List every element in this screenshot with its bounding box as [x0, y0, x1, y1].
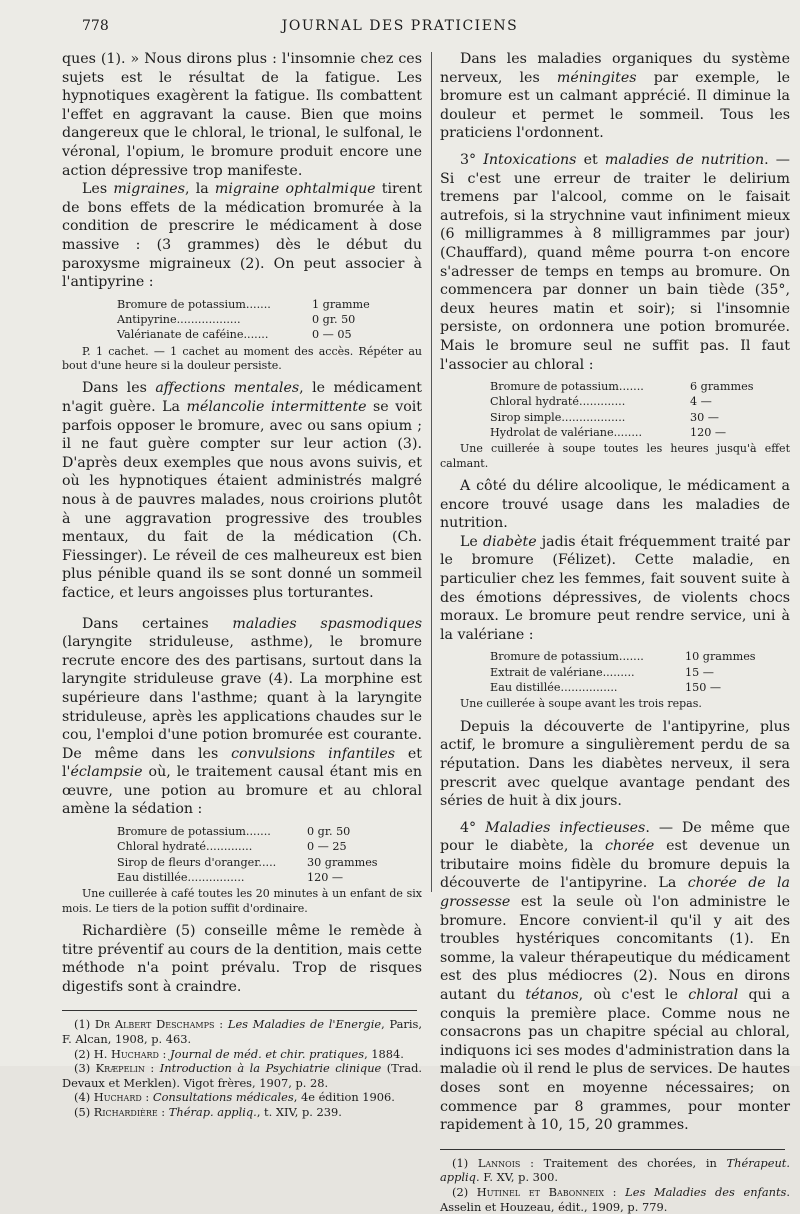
prescription-line: Bromure de potassium....... 0 gr. 50 [117, 825, 351, 839]
left-column [62, 50, 422, 1120]
footnote: (4) Huchard : Consultations médicales, 4e édition 1906. [74, 1090, 395, 1105]
footnotes-left [62, 1017, 422, 1119]
prescription-line: Antipyrine.................. 0 gr. 50 [117, 313, 356, 327]
prescription-line: Chloral hydraté............. 4 — [490, 395, 712, 409]
footnote: (3) Kræpelin : Introduction à la Psychiatrie clinique (Trad. Devaux et Merklen). Vigot frères, 1907, p. 28. [62, 1061, 422, 1090]
footnote-rule [62, 1010, 417, 1011]
prescription-line: Chloral hydraté............. 0 — 25 [117, 840, 347, 854]
page-header [0, 18, 800, 38]
column-divider [431, 52, 432, 892]
right-column [440, 50, 790, 1214]
paragraph-delire-alcoolique: A côté du délire alcoolique, le médicament a encore trouvé usage dans les maladies de nutrition. [440, 478, 790, 532]
prescription-note: Une cuillerée à soupe avant les trois repas. [460, 697, 702, 711]
paragraph-migraines: Les migraines, la migraine ophtalmique tirent de bons effets de la médication bromurée à la condition de prescrire le médicament à dose massive : (3 grammes) dès le début du paroxysme migraineux (2). On peut associer à l'antipyrine : [62, 181, 423, 291]
footnote: (1) Dr Albert Deschamps : Les Maladies de l'Energie, Paris, F. Alcan, 1908, p. 463. [62, 1017, 422, 1047]
prescription-3 [440, 379, 790, 440]
prescription-line: Eau distillée................ 150 — [490, 681, 722, 695]
prescription-line: Bromure de potassium....... 10 grammes [490, 650, 756, 664]
paragraph-affections-mentales: Dans les affections mentales, le médicament n'agit guère. La mélancolie intermittente se voit parfois opposer le bromure, avec ou sans opium ; il ne faut guère compter sur leur action (3). D'après deux exemples que nous avons suivis, et où les hypnotiques étaient administrés malgré nous à de pauvres malades, nous croirions plutôt à une aggravation progressive des troubles mentaux, du fait de la médication (Ch. Fiessinger). Le réveil de ces malheureux est bien plus pénible quand ils se sont donné un sommeil factice, et leurs angoisses plus torturantes. [62, 380, 423, 601]
paragraph: ques (1). » Nous dirons plus : l'insomnie chez ces sujets est le résultat de la fatigue. Les hypnotiques exagèrent la fatigue. Ils combattent l'effet en aggravant la cause. Bien que moins dangereux que le chloral, le trional, le sulfonal, le véronal, l'opium, le bromure produit encore une action dépressive trop manifeste. [62, 51, 422, 179]
prescription-note: Une cuillerée à café toutes les 20 minutes à un enfant de six mois. Le tiers de la potion suffit d'ordinaire. [62, 887, 422, 915]
prescription-4 [440, 649, 790, 695]
prescription-line: Bromure de potassium....... 6 grammes [490, 380, 754, 394]
footnote: (1) Lannois : Traitement des chorées, in Thérapeut. appliq. F. XV, p. 300. [440, 1155, 790, 1185]
paragraph-richardiere: Richardière (5) conseille même le remède à titre préventif au cours de la dentition, mais cette méthode n'a point prévalu. Trop de risques digestifs sont à craindre. [62, 923, 422, 995]
page-number: 778 [82, 18, 109, 34]
paragraph-maladies-infectieuses: 4° Maladies infectieuses. — De même que pour le diabète, la chorée est devenue un tributaire moins fidèle du bromure depuis la découverte de l'antipyrine. La chorée de la grossesse est la seule où l'on administre le bromure. Encore convient-il qu'il y ait des troubles hystériques concomitants (1). En somme, la valeur thérapeutique du médicament est des plus médiocres (2). Nous en dirons autant du tétanos, où c'est le chloral qui a conquis la première place. Comme nous ne consacrons pas un chapitre spécial au chloral, indiquons ici ses modes d'administration dans la maladie où il rend le plus de services. De hautes doses sont en moyenne nécessaires; on commence par 8 grammes, pour monter rapidement à 10, 15, 20 grammes. [440, 819, 790, 1134]
paragraph-maladies-spasmodiques: Dans certaines maladies spasmodiques (laryngite striduleuse, asthme), le bromure recrute encore des des partisans, surtout dans la laryngite striduleuse grave (4). La morphine est supérieure dans l'asthme; quant à la laryngite striduleuse, après les applications chaudes sur le cou, l'emploi d'une potion bromurée est courante. De même dans les convulsions infantiles et l'éclampsie où, le traitement causal étant mis en œuvre, une potion au bromure et au chloral amène la sédation : [62, 615, 423, 818]
prescription-line: Eau distillée................ 120 — [117, 870, 344, 884]
footnote-rule [440, 1149, 785, 1150]
paragraph-meningites: Dans les maladies organiques du système nerveux, les méningites par exemple, le bromure est un calmant apprécié. Il diminue la douleur et permet le sommeil. Tous les praticiens l'ordonnent. [440, 51, 790, 142]
prescription-2 [62, 824, 422, 885]
prescription-1 [62, 297, 422, 343]
footnote: (2) Hutinel et Babonneix : Les Maladies des enfants. Asselin et Houzeau, édit., 1909, p. 779. [440, 1184, 790, 1214]
prescription-line: Sirop simple.................. 30 — [490, 410, 719, 424]
prescription-line: Valérianate de caféine....... 0 — 05 [117, 328, 352, 342]
paragraph-intoxications: 3° Intoxications et maladies de nutrition. — Si c'est une erreur de traiter le delirium tremens par l'alcool, comme on le faisait autrefois, si la strychnine vaut infiniment mieux (6 milligrammes à 8 milligrammes par jour) (Chauffard), quand même pourra t-on encore s'adresser de temps en temps au bromure. On commencera par donner un bain tiède (35°, deux heures matin et soir); si l'insomnie persiste, on ordonnera une potion bromurée. Mais le bromure seul ne suffit pas. Il faut l'associer au chloral : [440, 151, 790, 373]
paragraph-antipyrine: Depuis la découverte de l'antipyrine, plus actif, le bromure a singulièrement perdu de sa réputation. Dans les diabètes nerveux, il sera prescrit avec quelque avantage pendant des séries de huit à dix jours. [440, 718, 790, 810]
prescription-line: Hydrolat de valériane........ 120 — [490, 425, 727, 439]
prescription-note: Une cuillerée à soupe toutes les heures jusqu'à effet calmant. [440, 442, 790, 470]
prescription-line: Sirop de fleurs d'oranger..... 30 grammes [117, 855, 378, 869]
prescription-line: Extrait de valériane......... 15 — [490, 665, 714, 679]
prescription-line: Bromure de potassium....... 1 gramme [117, 297, 370, 311]
footnotes-right [440, 1156, 790, 1214]
paragraph-diabete: Le diabète jadis était fréquemment traité par le bromure (Félizet). Cette maladie, en particulier chez les femmes, fait souvent suite à des émotions dépressives, de violents chocs moraux. Le bromure peut rendre service, uni à la valériane : [440, 533, 791, 643]
footnote: (2) H. Huchard : Journal de méd. et chir. pratiques, 1884. [74, 1046, 404, 1061]
journal-title: JOURNAL DES PRATICIENS [281, 18, 519, 34]
prescription-note: P. 1 cachet. — 1 cachet au moment des accès. Répéter au bout d'une heure si la douleur persiste. [62, 344, 422, 373]
footnote: (5) Richardière : Thérap. appliq., t. XIV, p. 239. [74, 1105, 342, 1120]
